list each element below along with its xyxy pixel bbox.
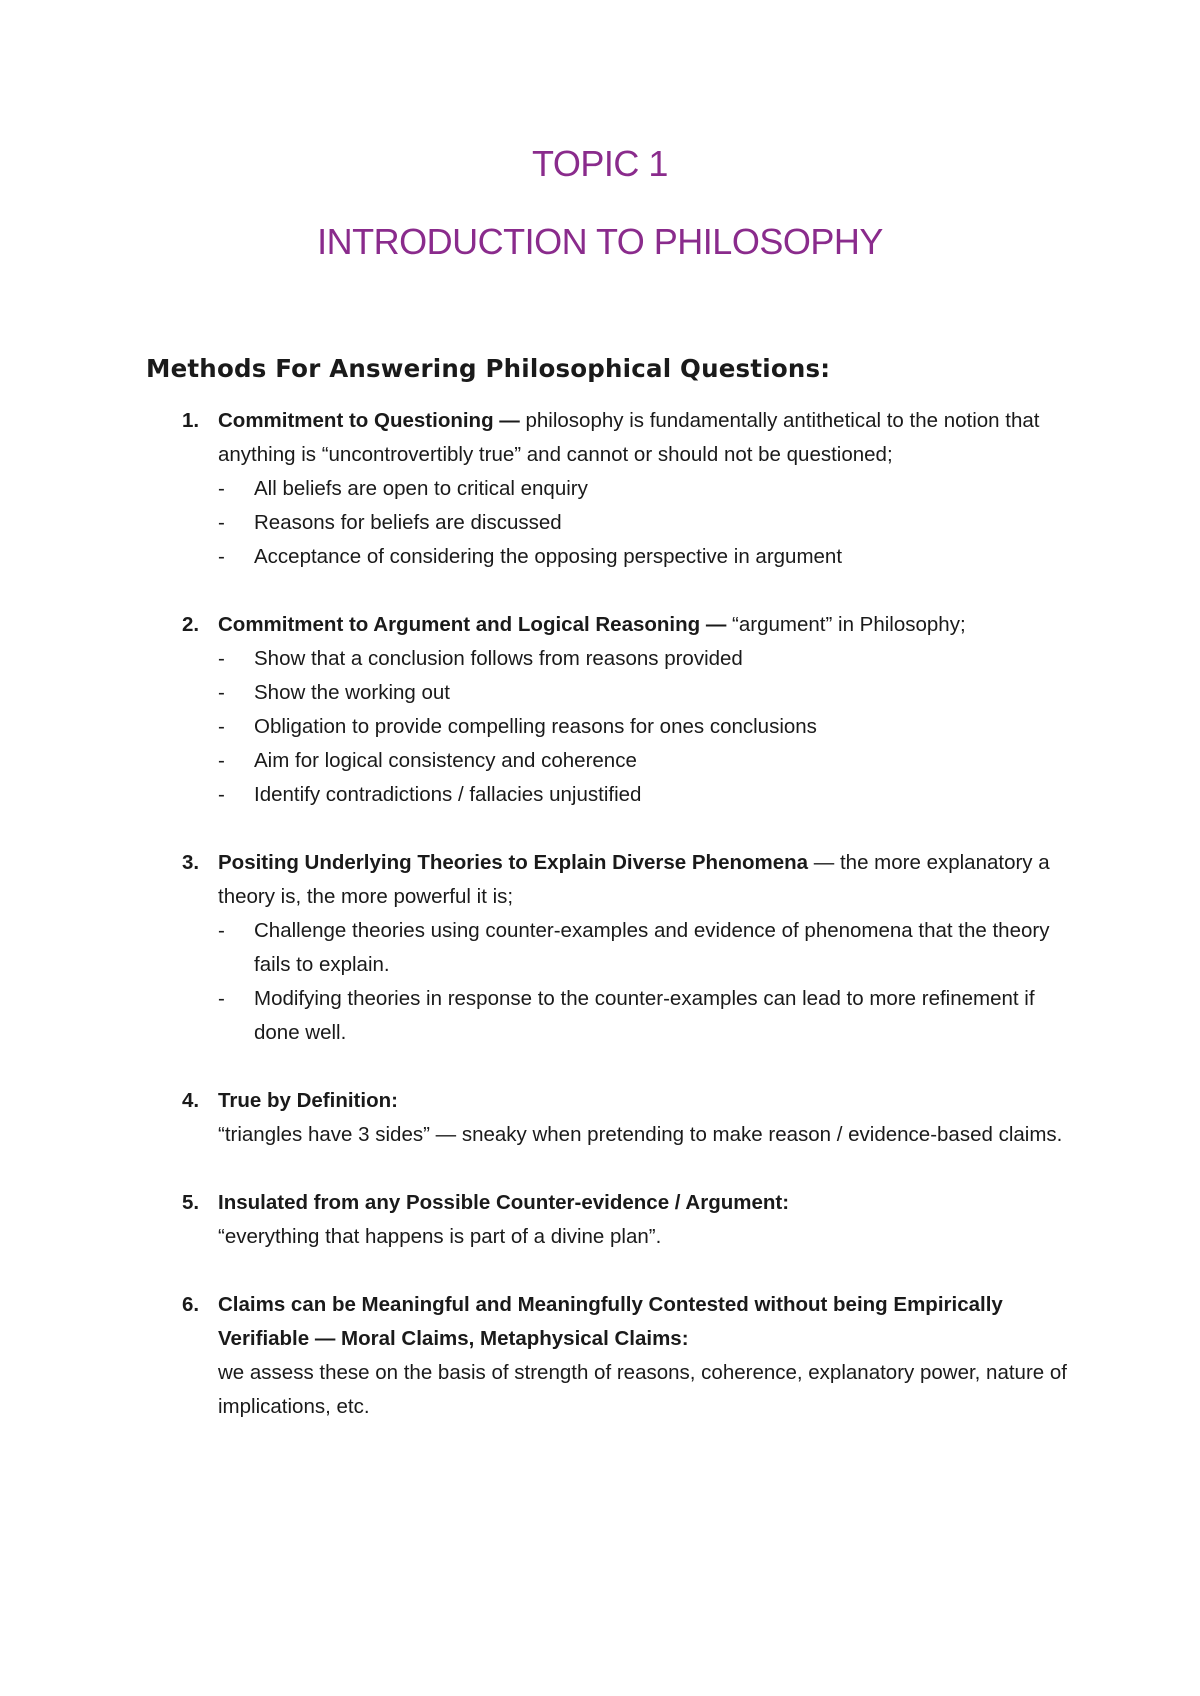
item-body [218,404,1076,472]
bullet-item [218,506,1076,540]
dash-marker: - [218,681,225,704]
item-number: 2. [182,613,200,636]
section-heading: Methods For Answering Philosophical Questions: [146,354,831,383]
bullet-item [218,676,1076,710]
item-text: “triangles have 3 sides” — sneaky when pretending to make reason / evidence-based claims. [218,1123,1063,1146]
bullet-item [218,540,1076,574]
item-heading: Commitment to Questioning — [218,409,520,432]
item-number: 6. [182,1293,200,1316]
bullet-item [218,710,1076,744]
dash-marker: - [218,511,225,534]
item-number: 1. [182,409,200,432]
item-number: 5. [182,1191,200,1214]
dash-marker: - [218,749,225,772]
dash-marker: - [218,545,225,568]
method-item [146,846,1076,1050]
method-item [146,1288,1076,1424]
item-text: we assess these on the basis of strength of reasons, coherence, explanatory power, nature of implications, etc. [218,1361,1067,1418]
dash-marker: - [218,647,225,670]
bullet-item [218,914,1076,982]
item-heading: True by Definition: [218,1089,398,1112]
item-number: 4. [182,1089,200,1112]
bullet-list [218,914,1076,1050]
content [146,352,1076,1458]
item-heading: Claims can be Meaningful and Meaningfully Contested without being Empirically Verifiable — Moral Claims, Metaphysical Claims: [218,1293,1003,1350]
item-heading: Insulated from any Possible Counter-evidence / Argument: [218,1191,790,1214]
item-body [218,846,1076,914]
dash-marker: - [218,987,225,1010]
method-item [146,1186,1076,1254]
bullet-text: Challenge theories using counter-examples and evidence of phenomena that the theory fails to explain. [254,919,1050,976]
bullet-text: Show the working out [254,681,451,704]
item-text: “everything that happens is part of a divine plan”. [218,1225,662,1248]
item-heading: Commitment to Argument and Logical Reasoning — [218,613,727,636]
method-item [146,1084,1076,1152]
title-block [0,142,1200,264]
methods-list [146,404,1076,1424]
method-item [146,608,1076,812]
bullet-text: Acceptance of considering the opposing perspective in argument [254,545,843,568]
bullet-text: All beliefs are open to critical enquiry [254,477,588,500]
bullet-text: Obligation to provide compelling reasons for ones conclusions [254,715,817,738]
bullet-text: Aim for logical consistency and coherence [254,749,637,772]
item-text: “argument” in Philosophy; [726,613,966,636]
topic-subtitle: INTRODUCTION TO PHILOSOPHY [317,221,883,262]
topic-title: TOPIC 1 [532,143,668,184]
method-item [146,404,1076,574]
bullet-list [218,472,1076,574]
bullet-text: Modifying theories in response to the counter-examples can lead to more refinement if done well. [254,987,1035,1044]
dash-marker: - [218,477,225,500]
item-text: philosophy is fundamentally antithetical to the notion that anything is “uncontrovertibly true” and cannot or should not be questioned; [218,409,1040,466]
bullet-text: Show that a conclusion follows from reasons provided [254,647,743,670]
item-number: 3. [182,851,200,874]
item-heading: Positing Underlying Theories to Explain Diverse Phenomena [218,851,809,874]
bullet-text: Reasons for beliefs are discussed [254,511,562,534]
dash-marker: - [218,715,225,738]
bullet-item [218,982,1076,1050]
bullet-item [218,744,1076,778]
dash-marker: - [218,783,225,806]
bullet-text: Identify contradictions / fallacies unjustified [254,783,642,806]
bullet-list [218,642,1076,812]
item-body [218,608,1076,642]
dash-marker: - [218,919,225,942]
bullet-item [218,472,1076,506]
item-text: — the more explanatory a theory is, the more powerful it is; [218,851,1050,908]
bullet-item [218,642,1076,676]
bullet-item [218,778,1076,812]
